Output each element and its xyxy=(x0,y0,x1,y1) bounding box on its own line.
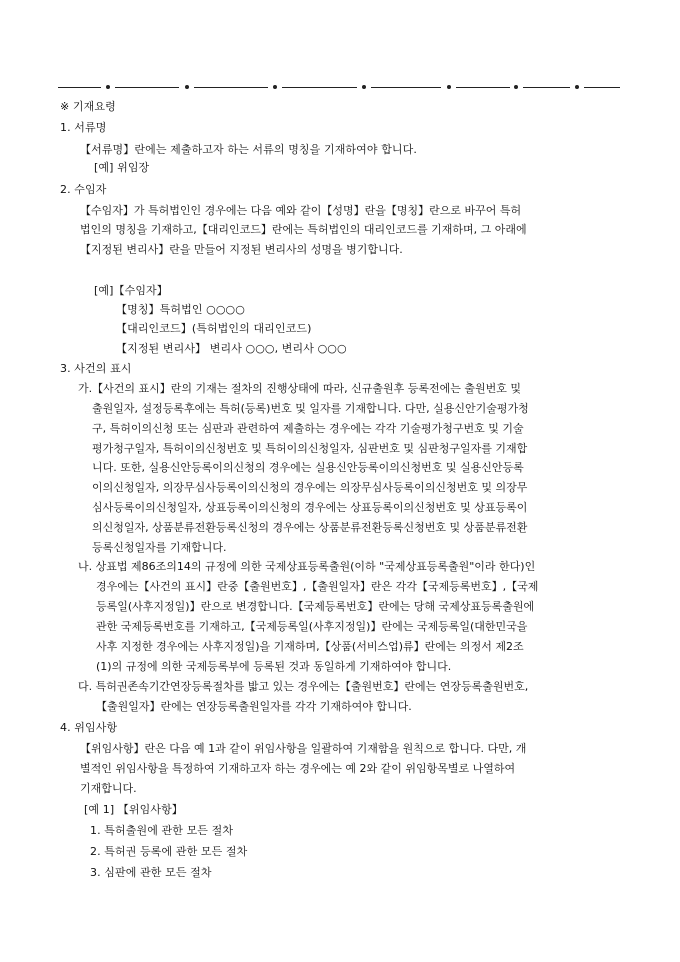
section-4-line: 기재합니다. xyxy=(80,782,137,795)
section-3a-line: 등록신청일자를 기재합니다. xyxy=(92,541,227,554)
section-2-example-line: 【명칭】특허법인 ○○○○ xyxy=(116,303,245,316)
section-3b-line: 사후 지정한 경우에는 사후지정일)을 기재하며,【상품(서비스업)류】란에는 의정서 제2조 xyxy=(96,640,524,653)
section-3c-line: 【출원일자】란에는 연장등록출원일자를 각각 기재하여야 합니다. xyxy=(96,700,412,713)
section-3a-line: 가.【사건의 표시】란의 기재는 절차의 진행상태에 따라, 신규출원후 등록전에는 출원번호 및 xyxy=(78,382,521,395)
section-1-heading: 1. 서류명 xyxy=(60,121,107,134)
section-3b-line: 등록일(사후지정일)】란으로 변경합니다.【국제등록번호】란에는 당해 국제상표등록출원에 xyxy=(96,600,535,613)
section-3b-line: 경우에는【사건의 표시】란중【출원번호】,【출원일자】란은 각각【국제등록번호】,【국제 xyxy=(96,580,539,593)
section-2-example-line: 【지정된 변리사】 변리사 ○○○, 변리사 ○○○ xyxy=(116,342,347,355)
note-title: ※ 기재요령 xyxy=(60,100,116,113)
section-3b-line: (1)의 규정에 의한 국제등록부에 등록된 것과 동일하게 기재하여야 합니다. xyxy=(96,660,452,673)
section-3a-line: 의신청일자, 상품분류전환등록신청의 경우에는 상품분류전환등록신청번호 및 상품분류전환 xyxy=(92,521,528,534)
section-4-line: 【위임사항】란은 다음 예 1과 같이 위임사항을 일괄하여 기재함을 원칙으로 합니다. 다만, 개 xyxy=(80,742,527,755)
section-3a-line: 평가청구일자, 특허이의신청번호 및 특허이의신청일자, 심판번호 및 심판청구일자를 기재합 xyxy=(92,442,528,455)
section-4-example-label: [예 1] 【위임사항】 xyxy=(84,803,183,816)
section-2-line: 【수임자】가 특허법인인 경우에는 다음 예와 같이【성명】란을【명칭】란으로 바꾸어 특허 xyxy=(80,204,522,217)
section-2-line: 【지정된 변리사】란을 만들어 지정된 변리사의 성명을 병기합니다. xyxy=(80,243,403,256)
section-4-heading: 4. 위임사항 xyxy=(60,721,118,734)
section-3a-line: 니다. 또한, 실용신안등록이의신청의 경우에는 실용신안등록이의신청번호 및 실용신안등록 xyxy=(92,461,524,474)
section-2-line: 법인의 명칭을 기재하고,【대리인코드】란에는 특허법인의 대리인코드를 기재하며, 그 아래에 xyxy=(80,223,527,236)
separator-line xyxy=(58,82,620,94)
section-3b-line: 관한 국제등록번호를 기재하고,【국제등록일(사후지정일)】란에는 국제등록일(대한민국을 xyxy=(96,620,528,633)
section-1-example: [예] 위임장 xyxy=(94,161,150,174)
section-2-heading: 2. 수임자 xyxy=(60,183,107,196)
section-1-text: 【서류명】란에는 제출하고자 하는 서류의 명칭을 기재하여야 합니다. xyxy=(80,143,417,156)
section-3a-line: 이의신청일자, 의장무심사등록이의신청의 경우에는 의장무심사등록이의신청번호 및 의장무 xyxy=(92,481,528,494)
section-4-item: 3. 심판에 관한 모든 절차 xyxy=(90,866,212,879)
section-3a-line: 구, 특허이의신청 또는 심판과 관련하여 제출하는 경우에는 각각 기술평가청구번호 및 기술 xyxy=(92,422,524,435)
section-4-item: 2. 특허권 등록에 관한 모든 절차 xyxy=(90,845,248,858)
section-3b-line: 나. 상표법 제86조의14의 규정에 의한 국제상표등록출원(이하 "국제상표등록출원"이라 한다)인 xyxy=(78,560,536,573)
section-3c-line: 다. 특허권존속기간연장등록절차를 밟고 있는 경우에는【출원번호】란에는 연장등록출원번호, xyxy=(78,680,529,693)
section-3-heading: 3. 사건의 표시 xyxy=(60,362,132,375)
section-4-item: 1. 특허출원에 관한 모든 절차 xyxy=(90,824,234,837)
section-2-example-label: [예]【수임자】 xyxy=(94,284,168,297)
section-4-line: 별적인 위임사항을 특정하여 기재하고자 하는 경우에는 예 2와 같이 위임항목별로 나열하여 xyxy=(80,762,516,775)
section-3a-line: 심사등록이의신청일자, 상표등록이의신청의 경우에는 상표등록이의신청번호 및 상표등록이 xyxy=(92,501,528,514)
section-3a-line: 출원일자, 설정등록후에는 특허(등록)번호 및 일자를 기재합니다. 다만, 실용신안기술평가청 xyxy=(92,402,529,415)
section-2-example-line: 【대리인코드】(특허법인의 대리인코드) xyxy=(116,322,312,335)
